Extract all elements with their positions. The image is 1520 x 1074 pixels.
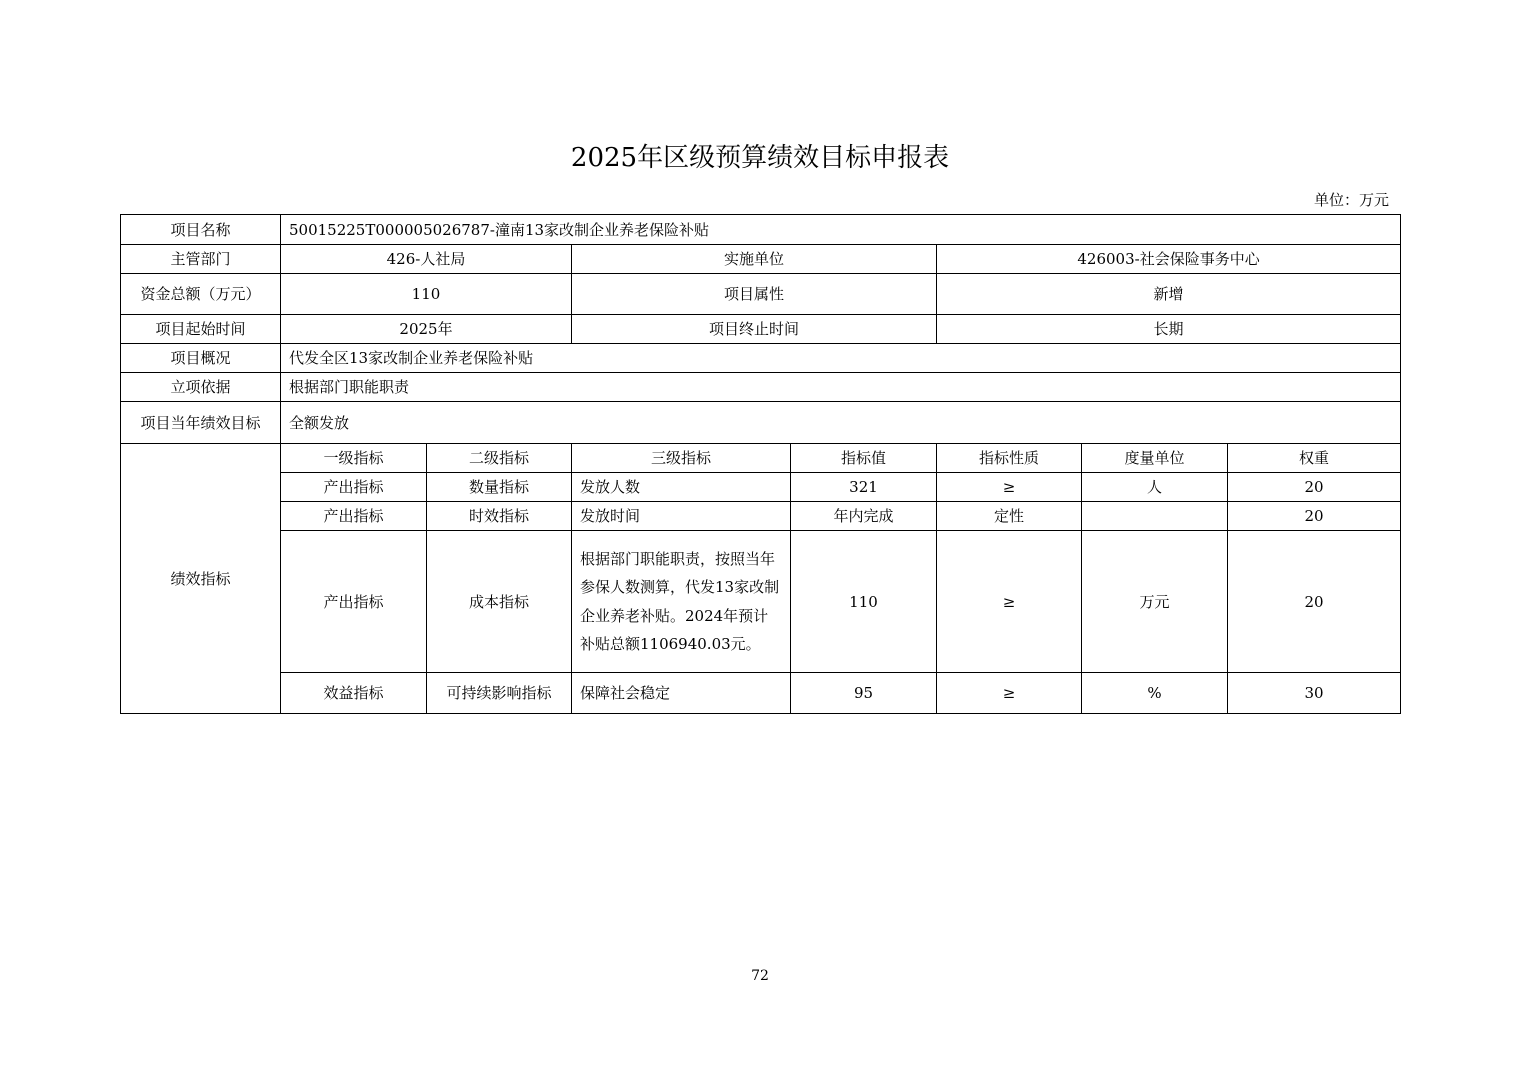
page-number: 72	[751, 968, 769, 984]
header-unit: 度量单位	[1082, 444, 1228, 473]
project-name-value: 50015225T000005026787-潼南13家改制企业养老保险补贴	[281, 215, 1401, 245]
indicator-unit: 人	[1082, 473, 1228, 502]
period-row	[121, 315, 1401, 344]
indicator-nature: ≥	[937, 531, 1082, 673]
goal-value: 全额发放	[281, 402, 1401, 444]
header-value: 指标值	[791, 444, 937, 473]
indicator-level1: 效益指标	[281, 673, 427, 714]
funds-label: 资金总额（万元）	[121, 274, 281, 315]
project-name-row	[121, 215, 1401, 245]
dept-value: 426-人社局	[281, 245, 572, 274]
project-name-label: 项目名称	[121, 215, 281, 245]
indicator-level3: 保障社会稳定	[572, 673, 791, 714]
indicator-level3: 发放时间	[572, 502, 791, 531]
overview-row	[121, 344, 1401, 373]
indicator-level3: 根据部门职能职责，按照当年参保人数测算，代发13家改制企业养老补贴。2024年预计补贴总额1106940.03元。	[572, 531, 791, 673]
indicator-level2: 可持续影响指标	[427, 673, 572, 714]
indicator-unit	[1082, 502, 1228, 531]
goal-label: 项目当年绩效目标	[121, 402, 281, 444]
unit-label: 单位：万元	[1313, 191, 1389, 209]
indicator-row	[121, 502, 1401, 531]
funds-value: 110	[281, 274, 572, 315]
indicator-unit: %	[1082, 673, 1228, 714]
indicator-weight: 20	[1228, 531, 1401, 673]
indicator-weight: 30	[1228, 673, 1401, 714]
department-row	[121, 245, 1401, 274]
indicator-level1: 产出指标	[281, 502, 427, 531]
indicator-row	[121, 473, 1401, 502]
indicator-nature: ≥	[937, 673, 1082, 714]
impl-unit-label: 实施单位	[572, 245, 937, 274]
indicator-level2: 成本指标	[427, 531, 572, 673]
indicator-value: 年内完成	[791, 502, 937, 531]
indicator-unit: 万元	[1082, 531, 1228, 673]
goal-row	[121, 402, 1401, 444]
end-time-label: 项目终止时间	[572, 315, 937, 344]
basis-value: 根据部门职能职责	[281, 373, 1401, 402]
indicator-nature: ≥	[937, 473, 1082, 502]
indicator-row	[121, 531, 1401, 673]
impl-unit-value: 426003-社会保险事务中心	[937, 245, 1401, 274]
end-time-value: 长期	[937, 315, 1401, 344]
header-level1: 一级指标	[281, 444, 427, 473]
header-nature: 指标性质	[937, 444, 1082, 473]
header-weight: 权重	[1228, 444, 1401, 473]
indicator-row	[121, 673, 1401, 714]
indicator-level1: 产出指标	[281, 473, 427, 502]
overview-value: 代发全区13家改制企业养老保险补贴	[281, 344, 1401, 373]
performance-target-table	[120, 214, 1401, 714]
indicators-section-label: 绩效指标	[121, 444, 281, 714]
funds-row	[121, 274, 1401, 315]
start-time-label: 项目起始时间	[121, 315, 281, 344]
basis-label: 立项依据	[121, 373, 281, 402]
indicator-level1: 产出指标	[281, 531, 427, 673]
indicator-header-row	[121, 444, 1401, 473]
indicator-level2: 时效指标	[427, 502, 572, 531]
header-level3: 三级指标	[572, 444, 791, 473]
overview-label: 项目概况	[121, 344, 281, 373]
indicator-value: 95	[791, 673, 937, 714]
indicator-nature: 定性	[937, 502, 1082, 531]
indicator-weight: 20	[1228, 473, 1401, 502]
indicator-level2: 数量指标	[427, 473, 572, 502]
indicator-level3: 发放人数	[572, 473, 791, 502]
header-level2: 二级指标	[427, 444, 572, 473]
project-attr-value: 新增	[937, 274, 1401, 315]
page-title: 2025年区级预算绩效目标申报表	[570, 143, 950, 173]
dept-label: 主管部门	[121, 245, 281, 274]
indicator-value: 110	[791, 531, 937, 673]
start-time-value: 2025年	[281, 315, 572, 344]
indicator-value: 321	[791, 473, 937, 502]
indicator-weight: 20	[1228, 502, 1401, 531]
project-attr-label: 项目属性	[572, 274, 937, 315]
basis-row	[121, 373, 1401, 402]
